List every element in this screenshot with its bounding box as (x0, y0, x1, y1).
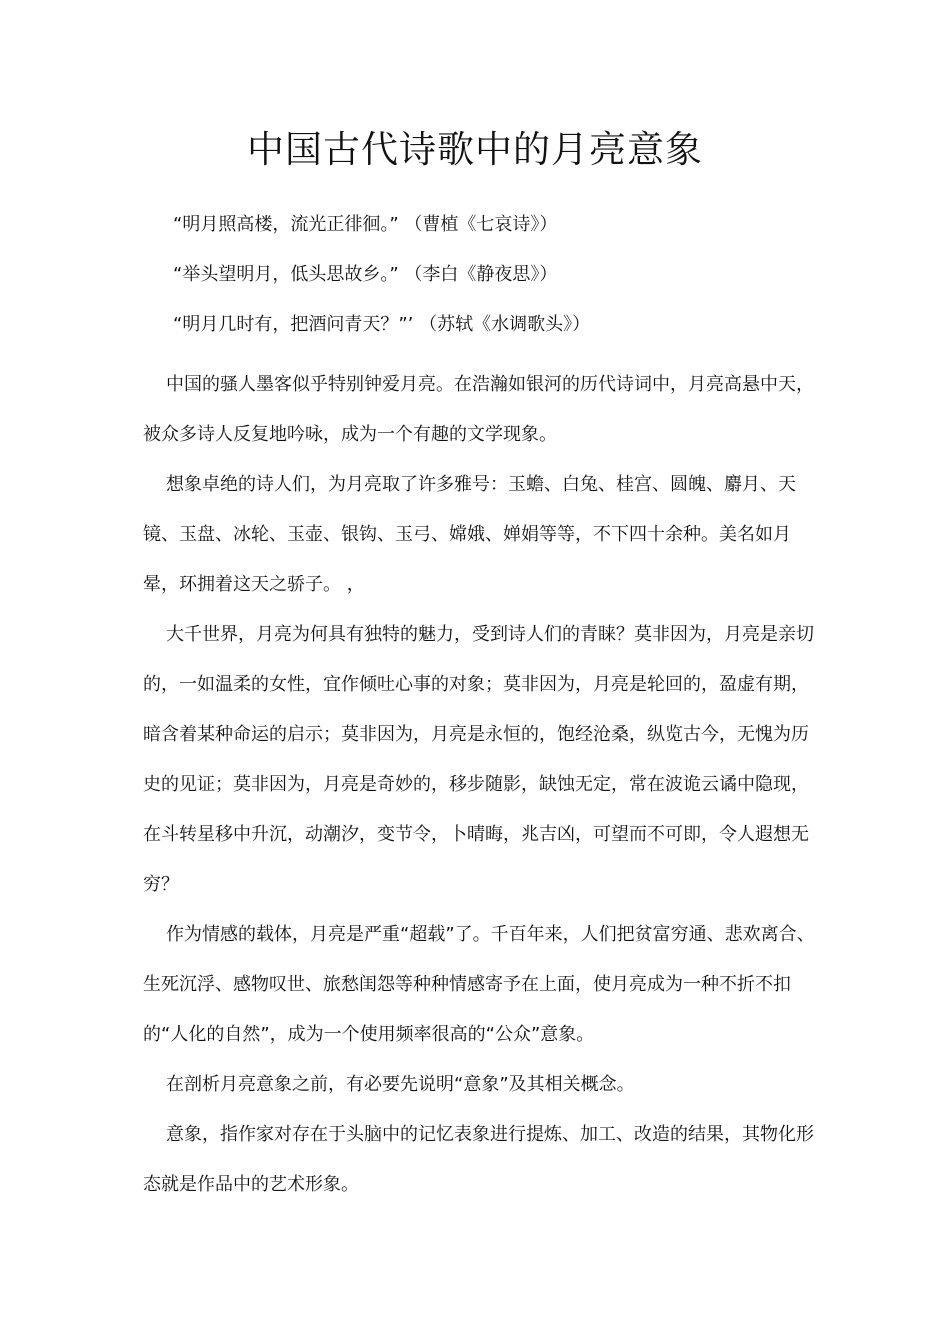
paragraph-emotional-carrier: 作为情感的载体，月亮是严重“超载”了。千百年来，人们把贫富穷通、悲欢离合、生死沉浮、感物叹世、旅愁闺怨等种种情感寄予在上面，使月亮成为一种不折不扣的“人化的自然”，成为一个使用频率很高的“公众”意象。 (143, 924, 815, 1045)
paragraph-moon-names: 想象卓绝的诗人们，为月亮取了许多雅号：玉蟾、白兔、桂宫、圆魄、麝月、天镜、玉盘、冰轮、玉壶、银钩、玉弓、嫦娥、婵娟等等，不下四十余种。美名如月晕，环拥着这天之骄子。 ， (143, 474, 796, 595)
paragraph-image-definition: 意象，指作家对存在于头脑中的记忆表象进行提炼、加工、改造的结果，其物化形态就是作品中的艺术形象。 (143, 1124, 814, 1195)
paragraph-concept-intro: 在剖析月亮意象之前，有必要先说明“意象”及其相关概念。 (166, 1074, 635, 1095)
poem-quote-li-bai: “举头望明月，低头思故乡。” （李白《静夜思》） (173, 264, 558, 285)
document-title: 中国古代诗歌中的月亮意象 (247, 128, 703, 171)
poem-quote-cao-zhi: “明月照高楼，流光正徘徊。” （曹植《七哀诗》） (173, 214, 558, 235)
document-body (143, 360, 823, 1210)
paragraph-intro: 中国的骚人墨客似乎特别钟爱月亮。在浩瀚如银河的历代诗词中，月亮高悬中天，被众多诗人反复地吟咏，成为一个有趣的文学现象。 (143, 374, 814, 445)
poem-quote-su-shi: “明月几时有，把酒问青天？”’ （苏轼《水调歌头》） (173, 314, 591, 335)
paragraph-moon-charm: 大千世界，月亮为何具有独特的魅力，受到诗人们的青睐？莫非因为，月亮是亲切的，一如温柔的女性，宜作倾吐心事的对象；莫非因为，月亮是轮回的，盈虚有期，暗含着某种命运的启示；莫非因为，月亮是永恒的，饱经沧桑，纵览古今，无愧为历史的见证；莫非因为，月亮是奇妙的，移步随影，缺蚀无定，常在波诡云谲中隐现，在斗转星移中升沉，动潮汐，变节令，卜晴晦，兆吉凶，可望而不可即，令人遐想无穷？ (143, 624, 814, 895)
